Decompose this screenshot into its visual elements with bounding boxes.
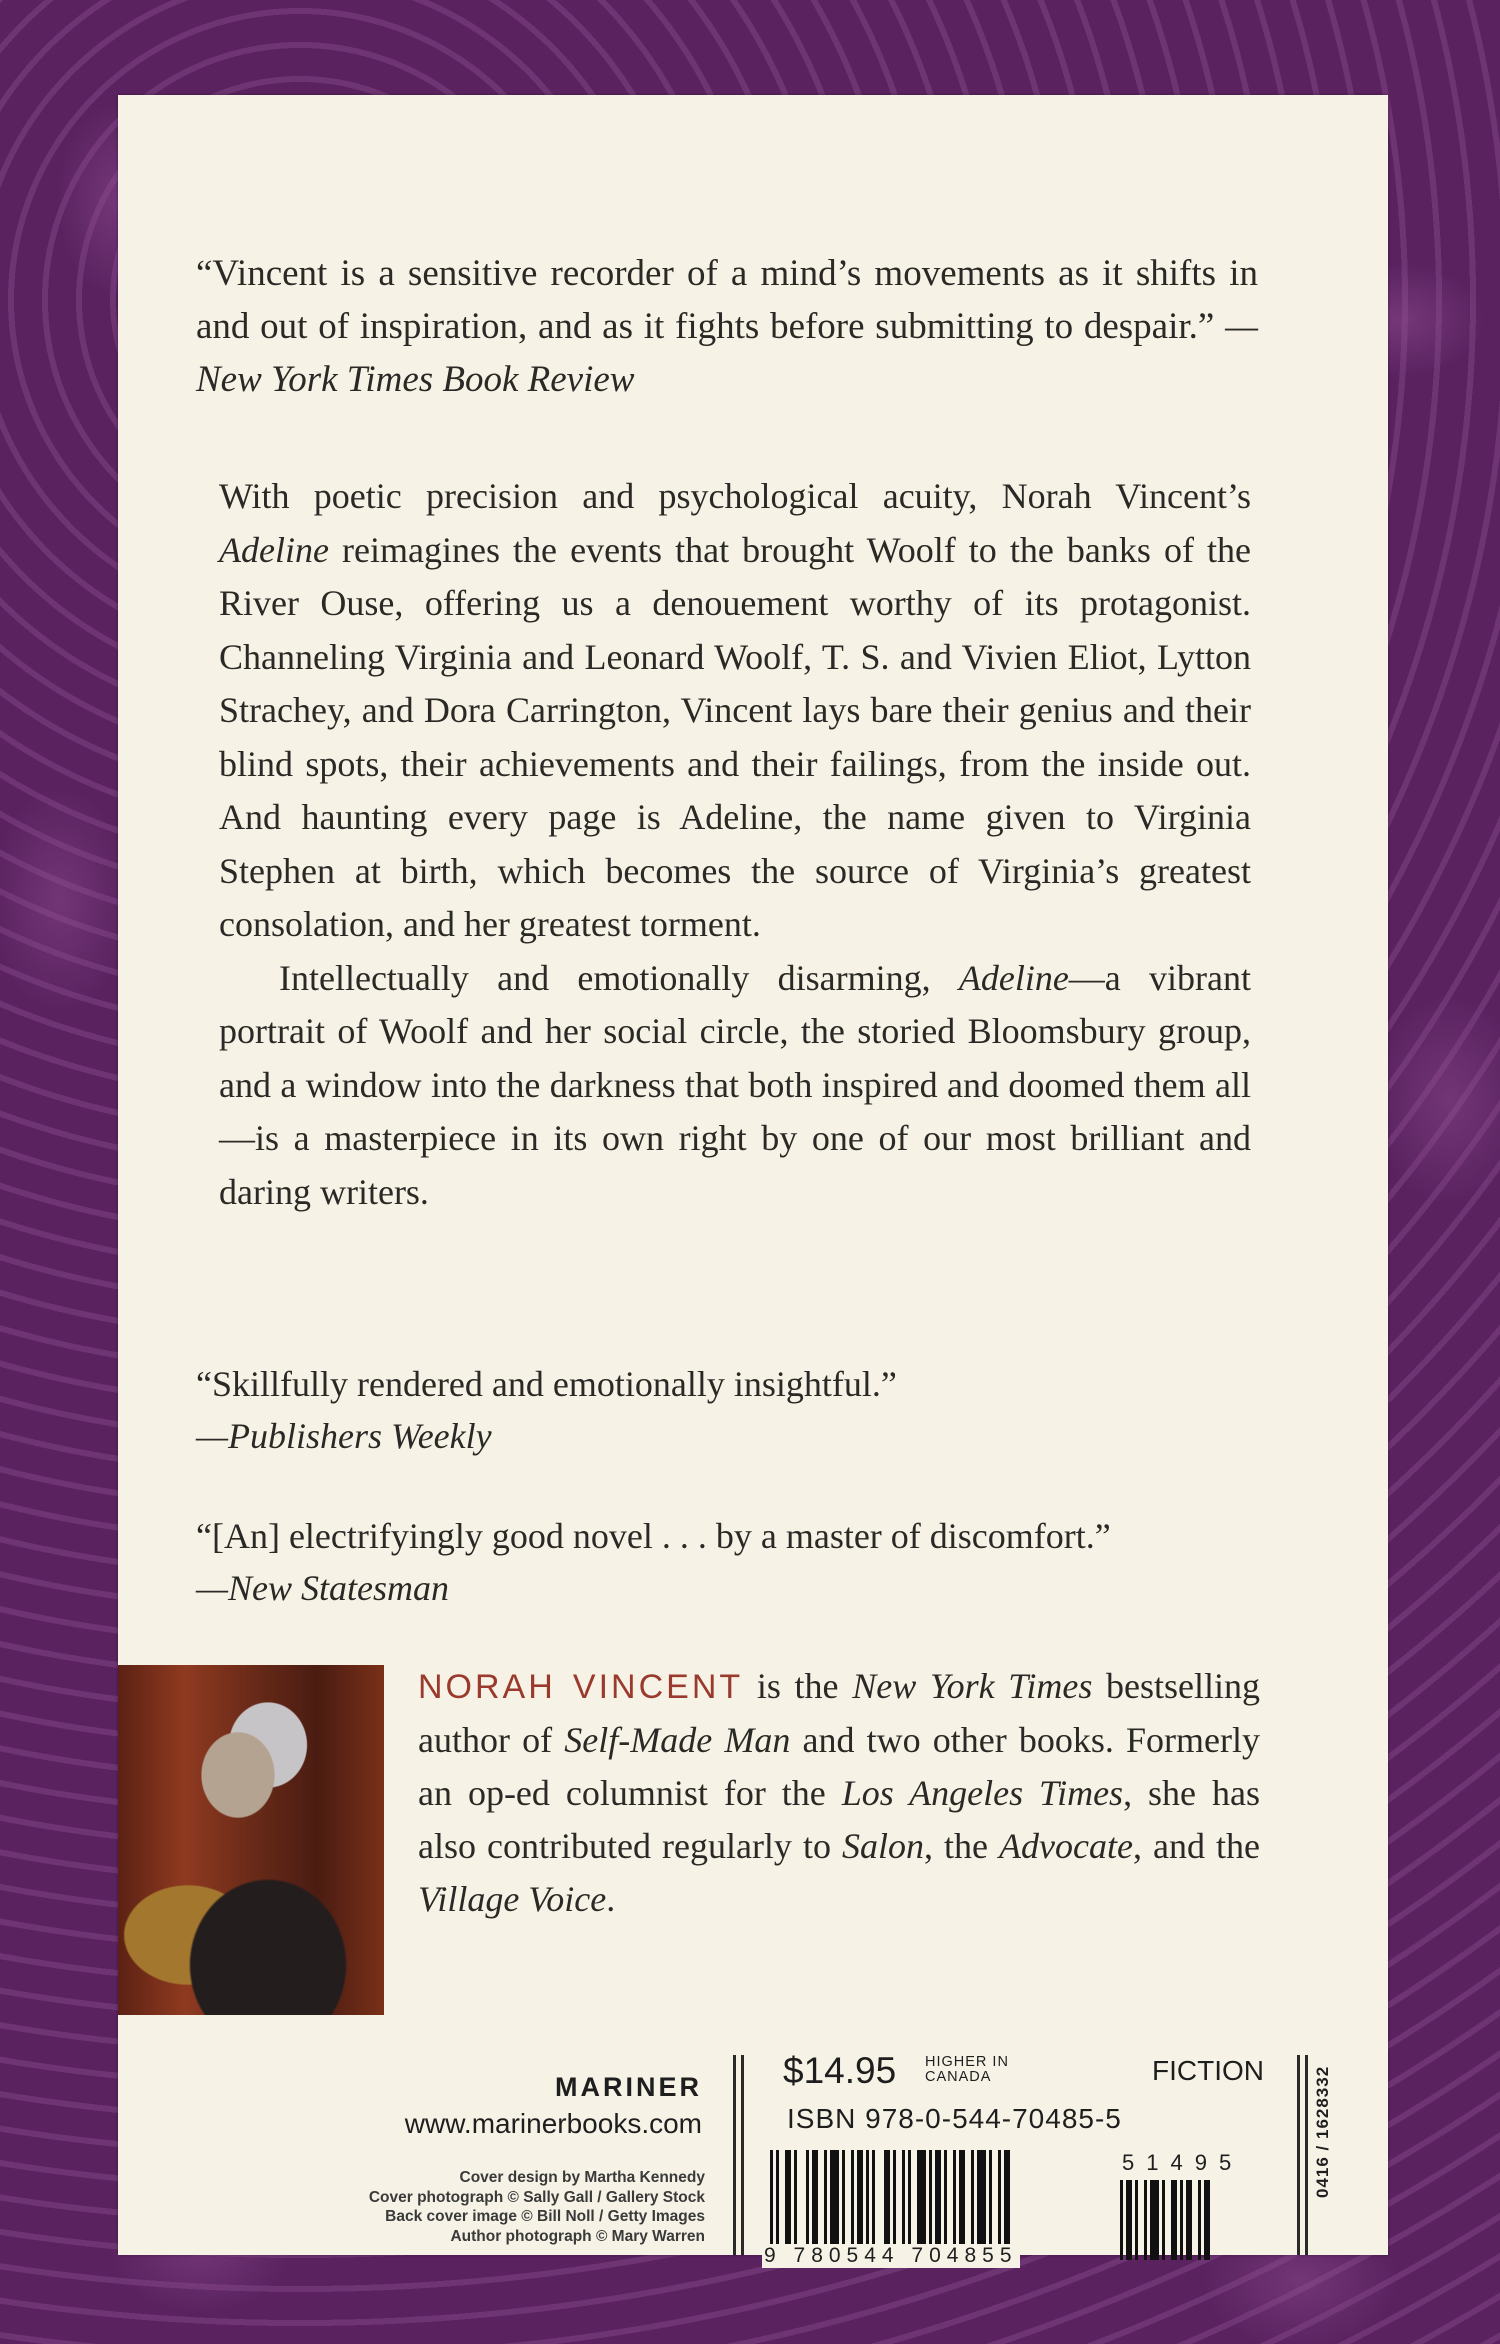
book-title: Adeline (219, 529, 329, 570)
price-barcode-digits: 51495 (1122, 2150, 1244, 2175)
description-text: reimagines the events that brought Woolf to the banks of the River Ouse, offering us a denouement worthy of its protagonist. Channeling Virginia and Leonard Woolf, T. S. and Vivien Eliot, Lytton Strachey, and Dora Carrington, Vincent lays bare their genius and their blind spots, their achievements and their failings, from the inside out. And haunting every page is Adeline, the name given to Virginia Stephen at birth, which becomes the source of Virginia’s greatest consolation, and her greatest torment. (219, 529, 1251, 944)
review-quote-source: —Publishers Weekly (196, 1416, 492, 1456)
bio-text: . (606, 1879, 616, 1919)
bio-italic: Advocate (999, 1826, 1133, 1866)
author-photo (118, 1665, 384, 2015)
bio-italic: Los Angeles Times (841, 1773, 1124, 1813)
divider (741, 2055, 744, 2255)
book-title: Adeline (958, 957, 1069, 998)
bio-text: bestselling author of (418, 1666, 1260, 1760)
barcode-bar (1150, 2180, 1159, 2260)
credit-line: Back cover image © Bill Noll / Getty Images (385, 2208, 705, 2225)
review-quote-source: —New Statesman (196, 1568, 450, 1608)
bio-text: , she has also contributed regularly to (418, 1773, 1260, 1866)
price-note (925, 2055, 1009, 2085)
description-text: —a vibrant portrait of Woolf and her social circle, the storied Bloomsbury group, and a window into the darkness that both inspired and doomed them all—is a masterpiece in its own right by one of our most brilliant and daring writers. (219, 957, 1251, 1212)
publisher-name: MARINER (555, 2072, 702, 2102)
inventory-code: 0416 / 1628332 (1313, 2065, 1332, 2198)
divider (733, 2055, 736, 2255)
credit-line: Cover photograph © Sally Gall / Gallery Stock (368, 2188, 705, 2206)
description-paragraph-1 (219, 470, 1251, 952)
bio-text: and two other books. Formerly an op-ed columnist for the (418, 1720, 1260, 1813)
bio-text: , the (924, 1826, 1000, 1866)
lead-quote-source: —New York Times Book Review (196, 306, 1258, 400)
lead-quote (196, 247, 1258, 406)
barcode-digits: 9 780544 704855 (764, 2244, 1018, 2267)
description-text: With poetic precision and psychological acuity, Norah Vincent’s (219, 476, 1251, 516)
barcode-bar (1204, 2180, 1210, 2260)
credit-line: Author photograph © Mary Warren (450, 2227, 705, 2245)
bio-italic: New York Times (852, 1666, 1093, 1706)
book-description (219, 470, 1251, 1219)
publisher-block (230, 2068, 702, 2142)
divider (1305, 2055, 1308, 2255)
review-quote-new-statesman (196, 1510, 1256, 1614)
bio-italic: Self-Made Man (564, 1720, 791, 1760)
cover-credits (170, 2168, 705, 2246)
review-quote-text: “Skillfully rendered and emotionally insightful.” (196, 1364, 897, 1404)
review-quote-text: “[An] electrifyingly good novel . . . by a master of discomfort.” (196, 1516, 1111, 1556)
price-note-line: CANADA (925, 2069, 992, 2085)
price-note-line: HIGHER IN (925, 2054, 1009, 2070)
price-barcode (1120, 2180, 1268, 2260)
credit-line: Cover design by Martha Kennedy (459, 2169, 705, 2186)
isbn: ISBN 978-0-544-70485-5 (787, 2103, 1122, 2134)
bio-italic: Salon (841, 1826, 924, 1866)
bio-text: is the (743, 1666, 853, 1706)
review-quote-publishers-weekly (196, 1358, 1256, 1462)
description-text: Intellectually and emotionally disarming, (279, 957, 959, 998)
description-paragraph-2 (219, 952, 1251, 1220)
publisher-url: www.marinerbooks.com (404, 2108, 702, 2139)
bio-italic: Village Voice (418, 1879, 607, 1919)
genre-label: FICTION (1152, 2055, 1264, 2086)
author-bio (418, 1660, 1260, 1926)
divider (1297, 2055, 1300, 2255)
author-name: NORAH VINCENT (418, 1668, 744, 1706)
lead-quote-text: “Vincent is a sensitive recorder of a mind’s movements as it shifts in and out of inspiration, and as it fights before submitting to despair.” (196, 253, 1258, 347)
price: $14.95 (783, 2050, 897, 2091)
bio-text: , and the (1132, 1826, 1260, 1866)
